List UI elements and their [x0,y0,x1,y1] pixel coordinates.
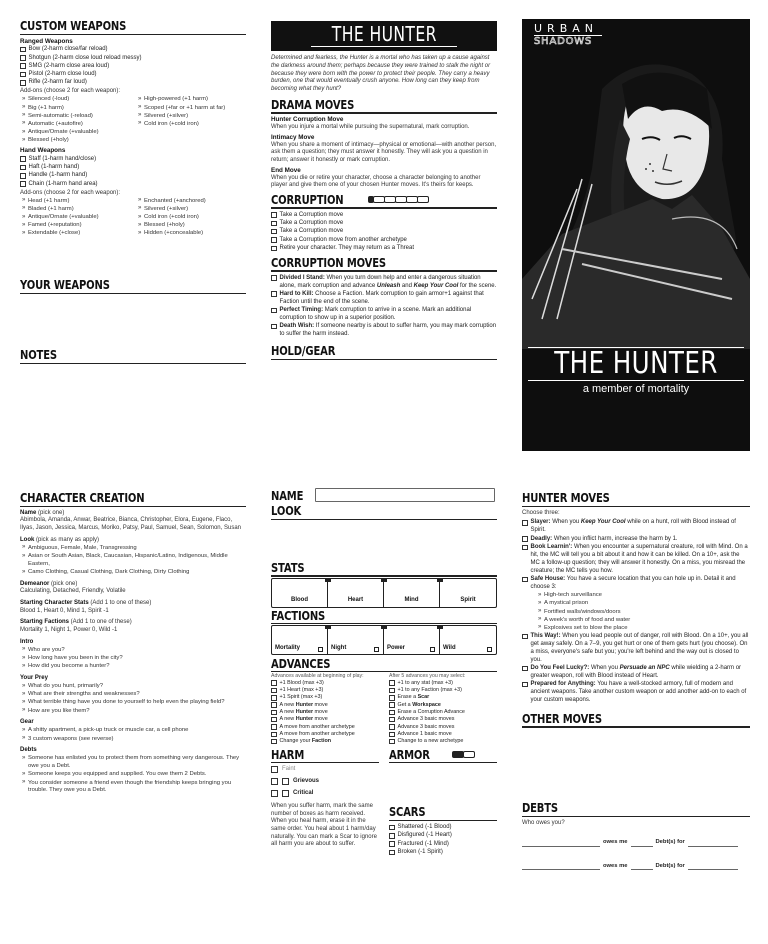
corruption-track[interactable] [369,196,429,203]
grievous-box-2[interactable] [282,778,289,785]
corruption-advance[interactable]: Take a Corruption move [271,228,497,236]
debt-name-field[interactable] [522,869,600,870]
corruption-moves-list [271,275,497,339]
addon-item: » Extendable (+close) [20,230,130,238]
advances-lists: Advances available at beginning of play: +1 Blood (max +3) +1 Heart (max +3) +1 Spirit (max +3) A new Hunter move A new Hunter move A new Hunter move A move from another archetype A move from another archetype Change your Faction After 5 advances you may select: +1 to any stat (max +3) +1 to any Faction (max +3) Erase a Scar Get a Workspace Erase a Corruption Advance Advance 3 basic moves Advance 3 basic moves Advance 1 basic move Change to a new archetype [271,673,497,745]
checkbox[interactable] [20,80,26,86]
grievous-box-1[interactable] [271,778,278,785]
faction-checkbox[interactable] [318,647,324,653]
end-move-text: When you die or retire your character, choose a character belonging to another player and give them one of your chosen Hunter moves. It's theirs for keeps. [271,174,481,189]
debt-reason-field[interactable] [688,869,738,870]
advance-option[interactable]: A new Hunter move [271,716,379,723]
hand-addons [20,197,246,238]
notes-section [20,349,246,367]
hunter-banner [271,21,497,51]
corruption-moves-heading: CORRUPTION MOVES [271,254,386,270]
hunter-column [271,21,497,363]
prey-questions [20,683,246,715]
corruption-move[interactable]: Divided I Stand: When you turn down help and enter a dangerous situation alone, mark corruption and advance Unleash and Keep Your Cool for the scene. [271,275,497,291]
checkbox[interactable] [271,717,277,723]
checkbox[interactable] [271,702,277,708]
checkbox[interactable] [389,680,395,686]
addon-item: » Hidden (+concealable) [136,230,246,238]
checkbox[interactable] [271,710,277,716]
look-options [20,545,246,577]
checkbox[interactable] [389,850,395,856]
checkbox[interactable] [20,173,26,179]
checkbox[interactable] [389,710,395,716]
safe-house-option: » A mystical prison [536,600,750,608]
book-learnin-checkbox[interactable] [522,545,528,551]
advance-option[interactable]: +1 Spirit (max +3) [271,694,379,701]
starting-stats: Blood 1, Heart 0, Mind 1, Spirit -1 [20,607,109,614]
intro-question: » How long have you been in the city? [20,655,246,663]
checkbox[interactable] [271,732,277,738]
checkbox[interactable] [271,724,277,730]
checkbox[interactable] [271,229,277,235]
hand-weapon-option[interactable]: Staff (1-harm hand/close) [20,156,246,164]
name-label: NAME [271,488,304,503]
gear-item: » 3 custom weapons (see reverse) [20,736,246,744]
armor-section [389,746,497,762]
harm-section: HARM Faint Grievous Critical When you suffer harm, mark the same number of boxes as harm received. When you heal harm, erase it in the same order. You heal about 1 harm/day naturally. You can mark a Scar to ignore all harm you are about to suffer. [271,749,379,858]
stat-box-wild[interactable]: Wild [440,626,496,654]
stat-box-night[interactable]: Night [328,626,384,654]
feel-lucky-checkbox[interactable] [522,666,528,672]
character-sheet-column [271,490,497,857]
harm-rules-text: When you suffer harm, mark the same number of boxes as harm received. When you heal harm, erase it in the same order. You heal about 1 harm/day naturally. You can mark a Scar to ignore all harm you are about to suffer. [271,803,377,848]
debt-count-field[interactable] [631,869,653,870]
drama-moves-heading: DRAMA MOVES [271,96,355,112]
debt-row[interactable]: owes me Debt(s) for [522,839,750,846]
corruption-advance[interactable]: Take a Corruption move from another archetype [271,237,497,245]
addon-item: » Antique/Ornate (+valuable) [20,129,130,137]
ranged-weapons-list [20,46,246,87]
look-option: » Asian or South Asian, Black, Caucasian, Hispanic/Latino, Indigenous, Middle Eastern, [20,553,246,569]
scar-option[interactable]: Disfigured (-1 Heart) [389,832,497,840]
corruption-move[interactable]: Death Wish: If someone nearby is about to suffer harm, you may mark corruption to suffer the harm instead. [271,323,497,339]
scars-list [389,824,497,857]
safe-house-option: » Explosives set to blow the place [536,625,750,633]
critical-box-1[interactable] [271,790,278,797]
advance-option[interactable]: +1 Blood (max +3) [271,680,379,687]
intro-questions [20,647,246,671]
corruption-advances [271,212,497,253]
addon-item: » Scoped (+far or +1 harm at far) [136,105,246,113]
faction-checkbox[interactable] [374,647,380,653]
prey-question: » What are their strengths and weaknesses? [20,691,246,699]
ranged-weapon-option[interactable]: Pistol (2-harm close loud) [20,71,246,79]
ranged-weapons-label: Ranged Weapons [20,37,73,45]
cover-title: THE HUNTER [554,346,718,381]
corruption-move-title: Hunter Corruption Move [271,115,344,123]
character-creation-section: CHARACTER CREATION Name (pick one) Abimbola, Amanda, Anwar, Beatrice, Bianca, Christopher, Elora, Eugene, Flaco, Ilyas, Jason, Jessica, Marcus, Moriko, Patsy, Paul, Samuel, Sean, Solomon, Susan Look (pick as many as apply) » Ambiguous, Female, Male, Transgressing » Asian or South Asian, Black, Caucasian, Hispanic/Latino, Indigenous, Middle Eastern, » Camo Clothing, Casual Clothing, Dark Clothing, Dirty Clothing Demeanor (pick one) Calculating, Detached, Friendly, Volatile Starting Character Stats (Add 1 to one of these) Blood 1, Heart 0, Mind 1, Spirit -1 Starting Factions (Add 1 to one of these) Mortality 1, Night 1, Power 0, Wild -1 Intro » Who are you? » How long have you been in the city? » How did you become a hunter? Your Prey » What do you hunt, primarily? » What are their strengths and weaknesses? » What terrible thing have you done to yourself to help even the playing field? » How are you like them? Gear » A shitty apartment, a pick-up truck or muscle car, a cell phone » 3 custom weapons (see reverse) Debts » Someone has enlisted you to protect them from something very dangerous. They owe you a Debt. » Someone keeps you equipped and supplied. You owe them 2 Debts. » You consider someone a friend even though the friendship keeps bringing you trouble. They owe you a Debt. [20,492,246,796]
checkbox[interactable] [389,702,395,708]
addon-item: » Silvered (+silver) [136,113,246,121]
scar-option[interactable]: Fractured (-1 Mind) [389,841,497,849]
stat-box-spirit[interactable]: Spirit [440,579,496,607]
checkbox[interactable] [389,739,395,745]
armor-track[interactable] [453,751,475,758]
stats-boxes [271,578,497,608]
hold-gear-heading: HOLD/GEAR [271,343,336,359]
faction-boxes [271,625,497,655]
checkbox[interactable] [389,688,395,694]
slayer-checkbox[interactable] [522,520,528,526]
this-way-checkbox[interactable] [522,634,528,640]
prepared-checkbox[interactable] [522,682,528,688]
hunter-moves-heading: HUNTER MOVES [522,490,610,505]
advance-option[interactable]: Advance 3 basic moves [389,716,497,723]
hand-weapons-label: Hand Weapons [20,147,66,155]
hand-weapons-list [20,156,246,189]
gear-list [20,727,246,743]
checkbox[interactable] [20,72,26,78]
cover-title-block [522,347,750,396]
debts-list [20,755,246,795]
notes-heading: NOTES [20,347,57,362]
advance-option[interactable]: Change to a new archetype [389,738,497,745]
faction-checkbox[interactable] [487,647,493,653]
ranged-addons [20,96,246,145]
addon-item: » Famed (+reputation) [20,222,130,230]
advance-option[interactable]: Erase a Corruption Advance [389,709,497,716]
addon-item: » Silvered (+silver) [136,206,246,214]
debts-heading: DEBTS [522,800,558,815]
hand-weapon-option[interactable]: Chain (1-harm hand area) [20,181,246,189]
checkbox[interactable] [389,695,395,701]
corruption-heading: CORRUPTION [271,191,344,207]
addon-item: » Bladed (+1 harm) [20,206,130,214]
urban-shadows-logo: URBAN SHADOWS [534,24,602,47]
scar-option[interactable]: Broken (-1 Spirit) [389,849,497,857]
debts-section: DEBTS Who owes you? owes me Debt(s) for owes me Debt(s) for [522,802,750,870]
checkbox[interactable] [20,181,26,187]
checkbox[interactable] [271,739,277,745]
demeanor-options: Calculating, Detached, Friendly, Volatile [20,588,126,595]
custom-weapons-heading: CUSTOM WEAPONS [20,18,127,33]
corruption-advance[interactable]: Take a Corruption move [271,212,497,220]
checkbox[interactable] [271,212,277,218]
advances-heading: ADVANCES [271,656,331,672]
other-moves-heading: OTHER MOVES [522,710,602,726]
checkbox[interactable] [271,237,277,243]
armor-heading: ARMOR [389,746,430,762]
checkbox[interactable] [389,732,395,738]
addon-item: » Blessed (+holy) [20,137,130,145]
addon-item: » Antique/Ornate (+valuable) [20,214,130,222]
stat-box-mind[interactable]: Mind [384,579,440,607]
checkbox[interactable] [20,165,26,171]
checkbox[interactable] [271,291,277,297]
custom-weapons-section [20,20,246,239]
corruption-move[interactable]: Perfect Timing: Mark corruption to arrive in a scene. Mark an additional corruption to show up in a superior position. [271,307,497,323]
addon-item: » High-powered (+1 harm) [136,96,246,104]
your-weapons-heading: YOUR WEAPONS [20,277,110,292]
name-options: Abimbola, Amanda, Anwar, Beatrice, Bianca, Christopher, Elora, Eugene, Flaco, Ilyas, Jason, Jessica, Marcus, Moriko, Patsy, Paul, Samuel, Sean, Solomon, Susan [20,517,241,532]
checkbox[interactable] [20,63,26,69]
advance-option[interactable]: +1 to any stat (max +3) [389,680,497,687]
ranged-weapon-option[interactable]: Shotgun (2-harm close loud reload messy) [20,55,246,63]
advance-option[interactable]: Erase a Scar [389,694,497,701]
checkbox[interactable] [20,156,26,162]
debt-row[interactable]: owes me Debt(s) for [522,863,750,870]
ranged-weapon-option[interactable]: Rifle (2-harm far loud) [20,79,246,87]
checkbox[interactable] [271,688,277,694]
stat-box-mortality[interactable]: Mortality [272,626,328,654]
banner-title: THE HUNTER [331,22,437,46]
hand-addons-label: Add-ons (choose 2 for each weapon): [20,189,121,196]
advance-option[interactable]: A new Hunter move [271,702,379,709]
debt-reason-field[interactable] [688,846,738,847]
checkbox[interactable] [389,825,395,831]
checkbox[interactable] [271,221,277,227]
prey-question: » How are you like them? [20,708,246,716]
starting-factions: Mortality 1, Night 1, Power 0, Wild -1 [20,627,118,634]
checkbox[interactable] [271,246,277,252]
advance-option[interactable]: A move from another archetype [271,724,379,731]
checkbox[interactable] [271,308,277,314]
scars-heading: SCARS [389,804,426,820]
debt-count-field[interactable] [631,846,653,847]
safe-house-option: » Fortified walls/windows/doors [536,609,750,617]
intro-question: » How did you become a hunter? [20,663,246,671]
advance-option[interactable]: Advance 1 basic move [389,731,497,738]
addon-item: » Big (+1 harm) [20,105,130,113]
addon-item: » Head (+1 harm) [20,198,130,206]
checkbox[interactable] [271,324,277,330]
cover-subtitle: a member of mortality [582,382,690,395]
look-option: » Ambiguous, Female, Male, Transgressing [20,545,246,553]
name-field[interactable] [315,488,495,502]
safe-house-options [536,592,750,632]
advance-option[interactable]: A move from another archetype [271,731,379,738]
faint-box[interactable] [271,766,278,773]
advance-option[interactable]: Get a Workspace [389,702,497,709]
stats-heading: STATS [271,559,305,575]
ranged-weapon-option[interactable]: SMG (2-harm close area loud) [20,63,246,71]
addon-item: » Cold iron (+cold iron) [136,121,246,129]
checkbox[interactable] [20,55,26,61]
advance-option[interactable]: A new Hunter move [271,709,379,716]
character-creation-heading: CHARACTER CREATION [20,490,145,505]
debt-name-field[interactable] [522,846,600,847]
checkbox[interactable] [389,724,395,730]
debt-item: » You consider someone a friend even though the friendship keeps bringing you trouble. They owe you a Debt. [20,780,246,796]
checkbox[interactable] [271,680,277,686]
deadly-checkbox[interactable] [522,536,528,542]
addon-item: » Enchanted (+anchored) [136,198,246,206]
look-label: LOOK [271,503,302,518]
addon-item: » Semi-automatic (-reload) [20,113,130,121]
prey-question: » What terrible thing have you done to yourself to help even the playing field? [20,699,246,707]
end-move-title: End Move [271,166,301,174]
stat-box-heart[interactable]: Heart [328,579,384,607]
corruption-advance[interactable]: Retire your character. They may return as a Threat [271,245,497,253]
checkbox[interactable] [271,695,277,701]
checkbox[interactable] [271,275,277,281]
debt-item: » Someone has enlisted you to protect them from something very dangerous. They owe you a Debt. [20,755,246,771]
addon-item: » Automatic (+autofire) [20,121,130,129]
checkbox[interactable] [389,841,395,847]
prey-question: » What do you hunt, primarily? [20,683,246,691]
archetype-intro: Determined and fearless, the Hunter is a mortal who has taken up a cause against the darkness around them; perhaps because they were trained to stalk the night or because they were born with the power to protect their people. They carry a heavy burden, one that would eventually crush anyone. How long can they keep from becoming what they hunt? [271,55,491,93]
safe-house-checkbox[interactable] [522,577,528,583]
addon-item: » Blessed (+holy) [136,222,246,230]
hand-weapon-option[interactable]: Handle (1-harm hand) [20,172,246,180]
corruption-move-text: When you injure a mortal while pursuing the supernatural, mark corruption. [271,123,470,130]
debt-rows [522,839,750,870]
hand-weapon-option[interactable]: Haft (1-harm hand) [20,164,246,172]
advance-option[interactable]: +1 Heart (max +3) [271,687,379,694]
checkbox[interactable] [20,47,26,53]
stat-box-blood[interactable]: Blood [272,579,328,607]
ranged-weapon-option[interactable]: Bow (2-harm close/far reload) [20,46,246,54]
stat-box-power[interactable]: Power [384,626,440,654]
advance-option[interactable]: Advance 3 basic moves [389,724,497,731]
harm-heading: HARM [271,746,305,762]
scar-option[interactable]: Shattered (-1 Blood) [389,824,497,832]
advance-option[interactable]: Change your Faction [271,738,379,745]
intimacy-move-title: Intimacy Move [271,133,315,141]
safe-house-option: » High-tech surveillance [536,592,750,600]
intimacy-move-text: When you share a moment of intimacy—physical or emotional—with another person, ask them a question; they must answer it honestly. They will ask you a question in return; answer it honestly or mark corruption. [271,141,497,163]
debt-item: » Someone keeps you equipped and supplied. You owe them 2 Debts. [20,771,246,779]
critical-box-2[interactable] [282,790,289,797]
intro-question: » Who are you? [20,647,246,655]
look-option: » Camo Clothing, Casual Clothing, Dark Clothing, Dirty Clothing [20,569,246,577]
checkbox[interactable] [389,833,395,839]
corruption-move[interactable]: Hard to Kill: Choose a Faction. Mark corruption to gain armor+1 against that Faction until the end of the scene. [271,291,497,307]
addon-item: » Cold iron (+cold iron) [136,214,246,222]
factions-heading: FACTIONS [271,607,326,623]
your-weapons-section [20,279,246,297]
faction-checkbox[interactable] [430,647,436,653]
ranged-addons-label: Add-ons (choose 2 for each weapon): [20,88,121,95]
checkbox[interactable] [389,717,395,723]
safe-house-option: » A week's worth of food and water [536,617,750,625]
addon-item: » Silenced (-loud) [20,96,130,104]
corruption-advance[interactable]: Take a Corruption move [271,220,497,228]
advance-option[interactable]: +1 to any Faction (max +3) [389,687,497,694]
gear-item: » A shitty apartment, a pick-up truck or muscle car, a cell phone [20,727,246,735]
hunter-moves-section: HUNTER MOVES Choose three: Slayer: When you Keep Your Cool while on a hunt, roll with Blood instead of Spirit. Deadly: When you inflict harm, increase the harm by 1. Book Learnin': When you encounter a supernatural creature, roll with Mind. On a hit, the MC will tell you a bit about it and how it can be killed. On a 10+, ask the MC a follow-up question; they will answer it honestly. On a miss, you misread the creature; the MC tells you how. Safe House: You have a secure location that you can hole up in. Detail it and choose 3: » High-tech surveillance » A mystical prison » Fortified walls/windows/doors » A week's worth of food and water » Explosives set to blow the place This Way!: When you lead people out of danger, roll with Blood. On a 10+, you all get away safely. On a 7–9, you get hurt or one of them gets hurt (you choose). On a miss, everyone's safe but you; you're left behind and the way out is closed to you. Do You Feel Lucky?: When you Persuade an NPC while wielding a 2-harm or greater weapon, roll with Blood instead of Heart. Prepared for Anything: You have a well-stocked armory, full of modern and ancient weapons. Take another custom weapon or add another add-on to each of your custom weapons. OTHER MOVES [522,492,750,731]
cover-panel [522,19,750,451]
